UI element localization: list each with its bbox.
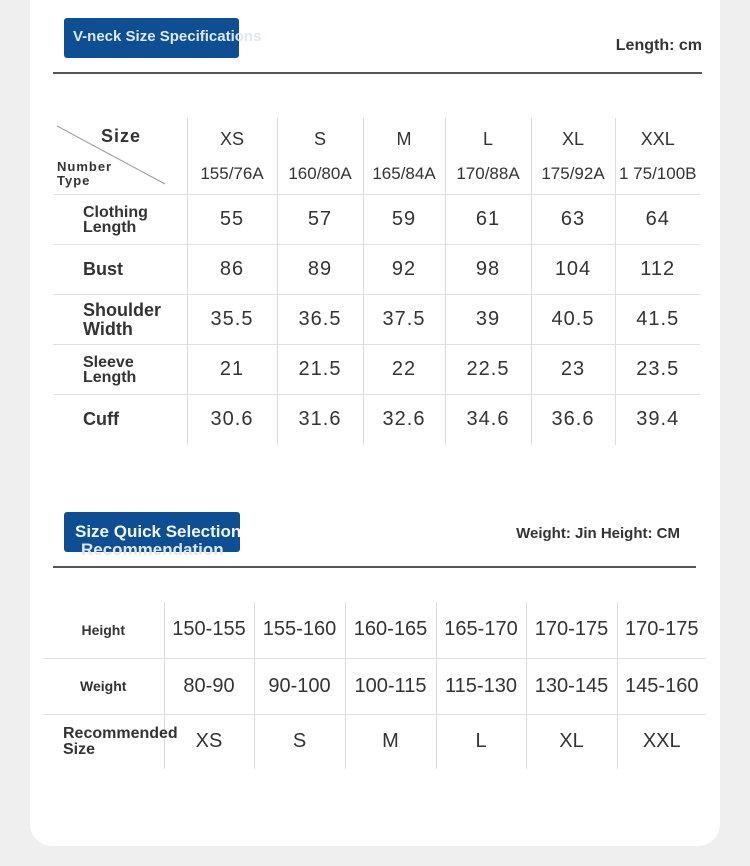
corner-size-label: Size [101, 126, 142, 146]
size-header-cell [445, 118, 531, 195]
spec-value-cell: 30.6 [187, 395, 277, 445]
quick-value-cell: XS [164, 714, 254, 769]
spec-value-cell: 86 [187, 245, 277, 295]
size-number-type: 165/84A [372, 163, 436, 183]
size-header-cell [615, 118, 700, 195]
size-number-type: 170/88A [456, 163, 520, 183]
spec-row-label: Clothing Length [53, 195, 187, 245]
spec-value-cell: 31.6 [277, 395, 363, 445]
quick-value-cell: XL [526, 714, 617, 769]
spec-value-cell: 36.5 [277, 295, 363, 345]
quick-value-cell: 170-175 [617, 602, 706, 658]
quick-row [43, 714, 706, 769]
quick-value-cell: 80-90 [164, 658, 254, 714]
size-header-cell [531, 118, 615, 195]
quick-value-cell: 100-115 [345, 658, 436, 714]
quick-unit-label: Weight: Jin Height: CM [516, 525, 680, 542]
spec-value-cell: 32.6 [363, 395, 445, 445]
spec-value-cell: 104 [531, 245, 615, 295]
spec-value-cell: 22.5 [445, 345, 531, 395]
spec-row-label: Sleeve Length [53, 345, 187, 395]
spec-value-cell: 41.5 [615, 295, 700, 345]
spec-unit-label: Length: cm [615, 37, 702, 54]
quick-row [43, 602, 706, 658]
quick-value-cell: 170-175 [526, 602, 617, 658]
spec-row [53, 295, 700, 345]
spec-row [53, 245, 700, 295]
spec-header-row [53, 118, 700, 195]
spec-row [53, 195, 700, 245]
quick-value-cell: 150-155 [164, 602, 254, 658]
size-number-type: 160/80A [288, 163, 352, 183]
spec-value-cell: 39 [445, 295, 531, 345]
size-header-cell [277, 118, 363, 195]
spec-value-cell: 23 [531, 345, 615, 395]
quick-divider [53, 566, 696, 568]
spec-divider [53, 72, 702, 74]
spec-value-cell: 36.6 [531, 395, 615, 445]
spec-row [53, 395, 700, 445]
spec-value-cell: 21 [187, 345, 277, 395]
quick-title-line2: Recommendation [81, 540, 224, 559]
size-name: XXL [640, 128, 675, 149]
spec-value-cell: 40.5 [531, 295, 615, 345]
quick-row-label: Recommended Size [63, 724, 178, 758]
quick-row-label: Weight [43, 658, 164, 714]
size-name: XL [561, 128, 585, 149]
spec-title-badge [64, 18, 262, 58]
quick-value-cell: M [345, 714, 436, 769]
header-corner [53, 118, 187, 195]
spec-value-cell: 92 [363, 245, 445, 295]
quick-value-cell: 115-130 [436, 658, 526, 714]
spec-value-cell: 35.5 [187, 295, 277, 345]
quick-value-cell: XXL [617, 714, 706, 769]
size-name: L [482, 128, 493, 149]
spec-value-cell: 63 [531, 195, 615, 245]
size-header-cell [187, 118, 277, 195]
spec-value-cell: 59 [363, 195, 445, 245]
spec-value-cell: 34.6 [445, 395, 531, 445]
size-number-type: 155/76A [200, 163, 264, 183]
quick-value-cell: 160-165 [345, 602, 436, 658]
quick-value-cell: 155-160 [254, 602, 345, 658]
quick-value-cell: 90-100 [254, 658, 345, 714]
quick-value-cell: S [254, 714, 345, 769]
spec-value-cell: 98 [445, 245, 531, 295]
quick-value-cell: L [436, 714, 526, 769]
spec-value-cell: 61 [445, 195, 531, 245]
spec-value-cell: 37.5 [363, 295, 445, 345]
spec-value-cell: 57 [277, 195, 363, 245]
spec-value-cell: 55 [187, 195, 277, 245]
size-name: S [313, 128, 326, 149]
spec-value-cell: 23.5 [615, 345, 700, 395]
size-name: XS [219, 128, 244, 149]
spec-value-cell: 112 [615, 245, 700, 295]
spec-row-label: Bust [53, 245, 187, 295]
spec-value-cell: 21.5 [277, 345, 363, 395]
spec-value-cell: 64 [615, 195, 700, 245]
quick-row-label: Height [43, 602, 164, 658]
size-spec-table [53, 118, 700, 445]
quick-title-badge [64, 512, 242, 559]
quick-value-cell: 165-170 [436, 602, 526, 658]
corner-number-type-label: Number Type [57, 159, 113, 188]
quick-row [43, 658, 706, 714]
spec-row-label: Cuff [83, 409, 119, 430]
spec-row [53, 345, 700, 395]
size-number-type: 1 75/100B [618, 163, 697, 183]
quick-value-cell: 130-145 [526, 658, 617, 714]
quick-value-cell: 145-160 [617, 658, 706, 714]
quick-title-line1: Size Quick Selection [75, 522, 242, 541]
spec-value-cell: 39.4 [615, 395, 700, 445]
size-quick-table [43, 602, 706, 769]
spec-value-cell: 22 [363, 345, 445, 395]
size-number-type: 175/92A [541, 163, 605, 183]
size-header-cell [363, 118, 445, 195]
spec-title: V-neck Size Specifications [73, 28, 262, 45]
spec-row-label: Shoulder Width [53, 295, 187, 345]
size-name: M [396, 128, 412, 149]
spec-value-cell: 89 [277, 245, 363, 295]
